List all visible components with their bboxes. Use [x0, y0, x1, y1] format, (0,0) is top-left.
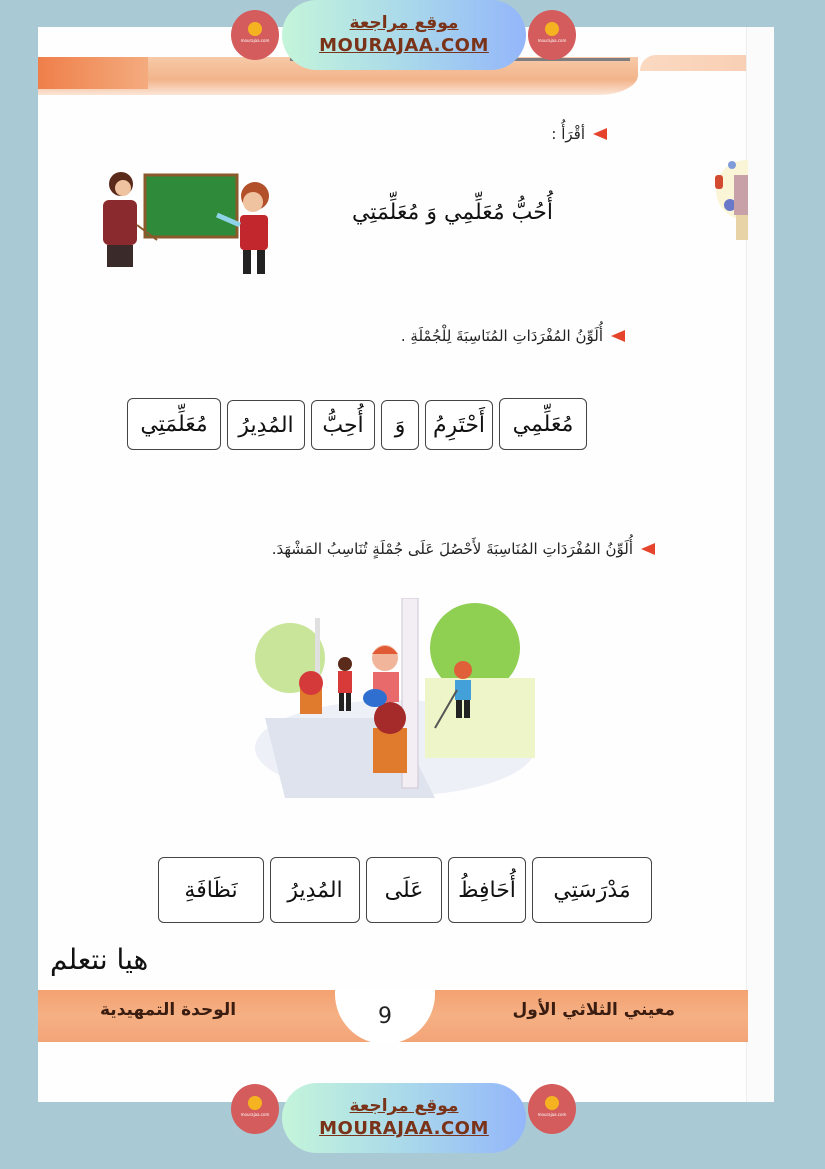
- triangle-marker-icon: [593, 128, 607, 140]
- children-gardening-scene: [245, 598, 545, 803]
- side-illustration-fragment: [710, 135, 748, 245]
- word-card[interactable]: مُعَلِّمَتِي: [127, 398, 221, 450]
- word-card[interactable]: عَلَى: [366, 857, 442, 923]
- word-card[interactable]: مَدْرَسَتِي: [532, 857, 652, 923]
- watermark-arabic: موقع مراجعة: [349, 13, 459, 33]
- word-card[interactable]: وَ: [381, 400, 419, 450]
- watermark-badge-left-top: mourajaa.com: [231, 10, 279, 60]
- instruction-color-sentence: أُلَوِّنُ المُفْرَدَاتِ المُنَاسِبَةَ لِلْجُمْلَةِ .: [401, 327, 625, 345]
- book-icon: [545, 1096, 559, 1110]
- triangle-marker-icon: [641, 543, 655, 555]
- word-choices-sentence: [127, 398, 587, 450]
- book-icon: [545, 22, 559, 36]
- page-number: 9: [335, 988, 435, 1044]
- page-margin: [746, 27, 774, 1102]
- word-card[interactable]: المُدِيرُ: [270, 857, 360, 923]
- instruction-read: أقْرَأُ :: [551, 125, 607, 143]
- instruction-color-scene: أُلَوِّنُ المُفْرَدَاتِ المُنَاسِبَةَ لأَحْصُلَ عَلَى جُمْلَةٍ تُنَاسِبُ المَشْهَدَ.: [272, 540, 655, 558]
- watermark-banner-top[interactable]: [282, 0, 526, 70]
- book-icon: [248, 1096, 262, 1110]
- header-band-accent: [38, 57, 148, 89]
- word-card[interactable]: نَظَافَةِ: [158, 857, 264, 923]
- word-card[interactable]: المُدِيرُ: [227, 400, 305, 450]
- triangle-marker-icon: [611, 330, 625, 342]
- word-choices-scene: [158, 857, 652, 923]
- watermark-latin: MOURAJAA.COM: [319, 1118, 489, 1139]
- watermark-badge-right-top: mourajaa.com: [528, 10, 576, 60]
- footer-book-title: معيني الثلاثي الأول: [512, 1000, 675, 1020]
- teacher-classroom-illustration: [95, 170, 280, 275]
- header-band-right: [640, 55, 748, 71]
- footer-unit: الوحدة التمهيدية: [100, 1000, 237, 1020]
- brand-text: هيا نتعلم: [50, 943, 149, 976]
- watermark-arabic: موقع مراجعة: [349, 1096, 459, 1116]
- watermark-badge-right-bottom: mourajaa.com: [528, 1084, 576, 1134]
- word-card[interactable]: أَحْتَرِمُ: [425, 400, 493, 450]
- word-card[interactable]: أُحِبُّ: [311, 400, 375, 450]
- word-card[interactable]: أُحَافِظُ: [448, 857, 526, 923]
- reading-sentence: أُحُبُّ مُعَلِّمِي وَ مُعَلِّمَتِي: [351, 200, 553, 225]
- watermark-banner-bottom[interactable]: [282, 1083, 526, 1153]
- watermark-latin: MOURAJAA.COM: [319, 35, 489, 56]
- word-card[interactable]: مُعَلِّمِي: [499, 398, 587, 450]
- watermark-badge-left-bottom: mourajaa.com: [231, 1084, 279, 1134]
- book-icon: [248, 22, 262, 36]
